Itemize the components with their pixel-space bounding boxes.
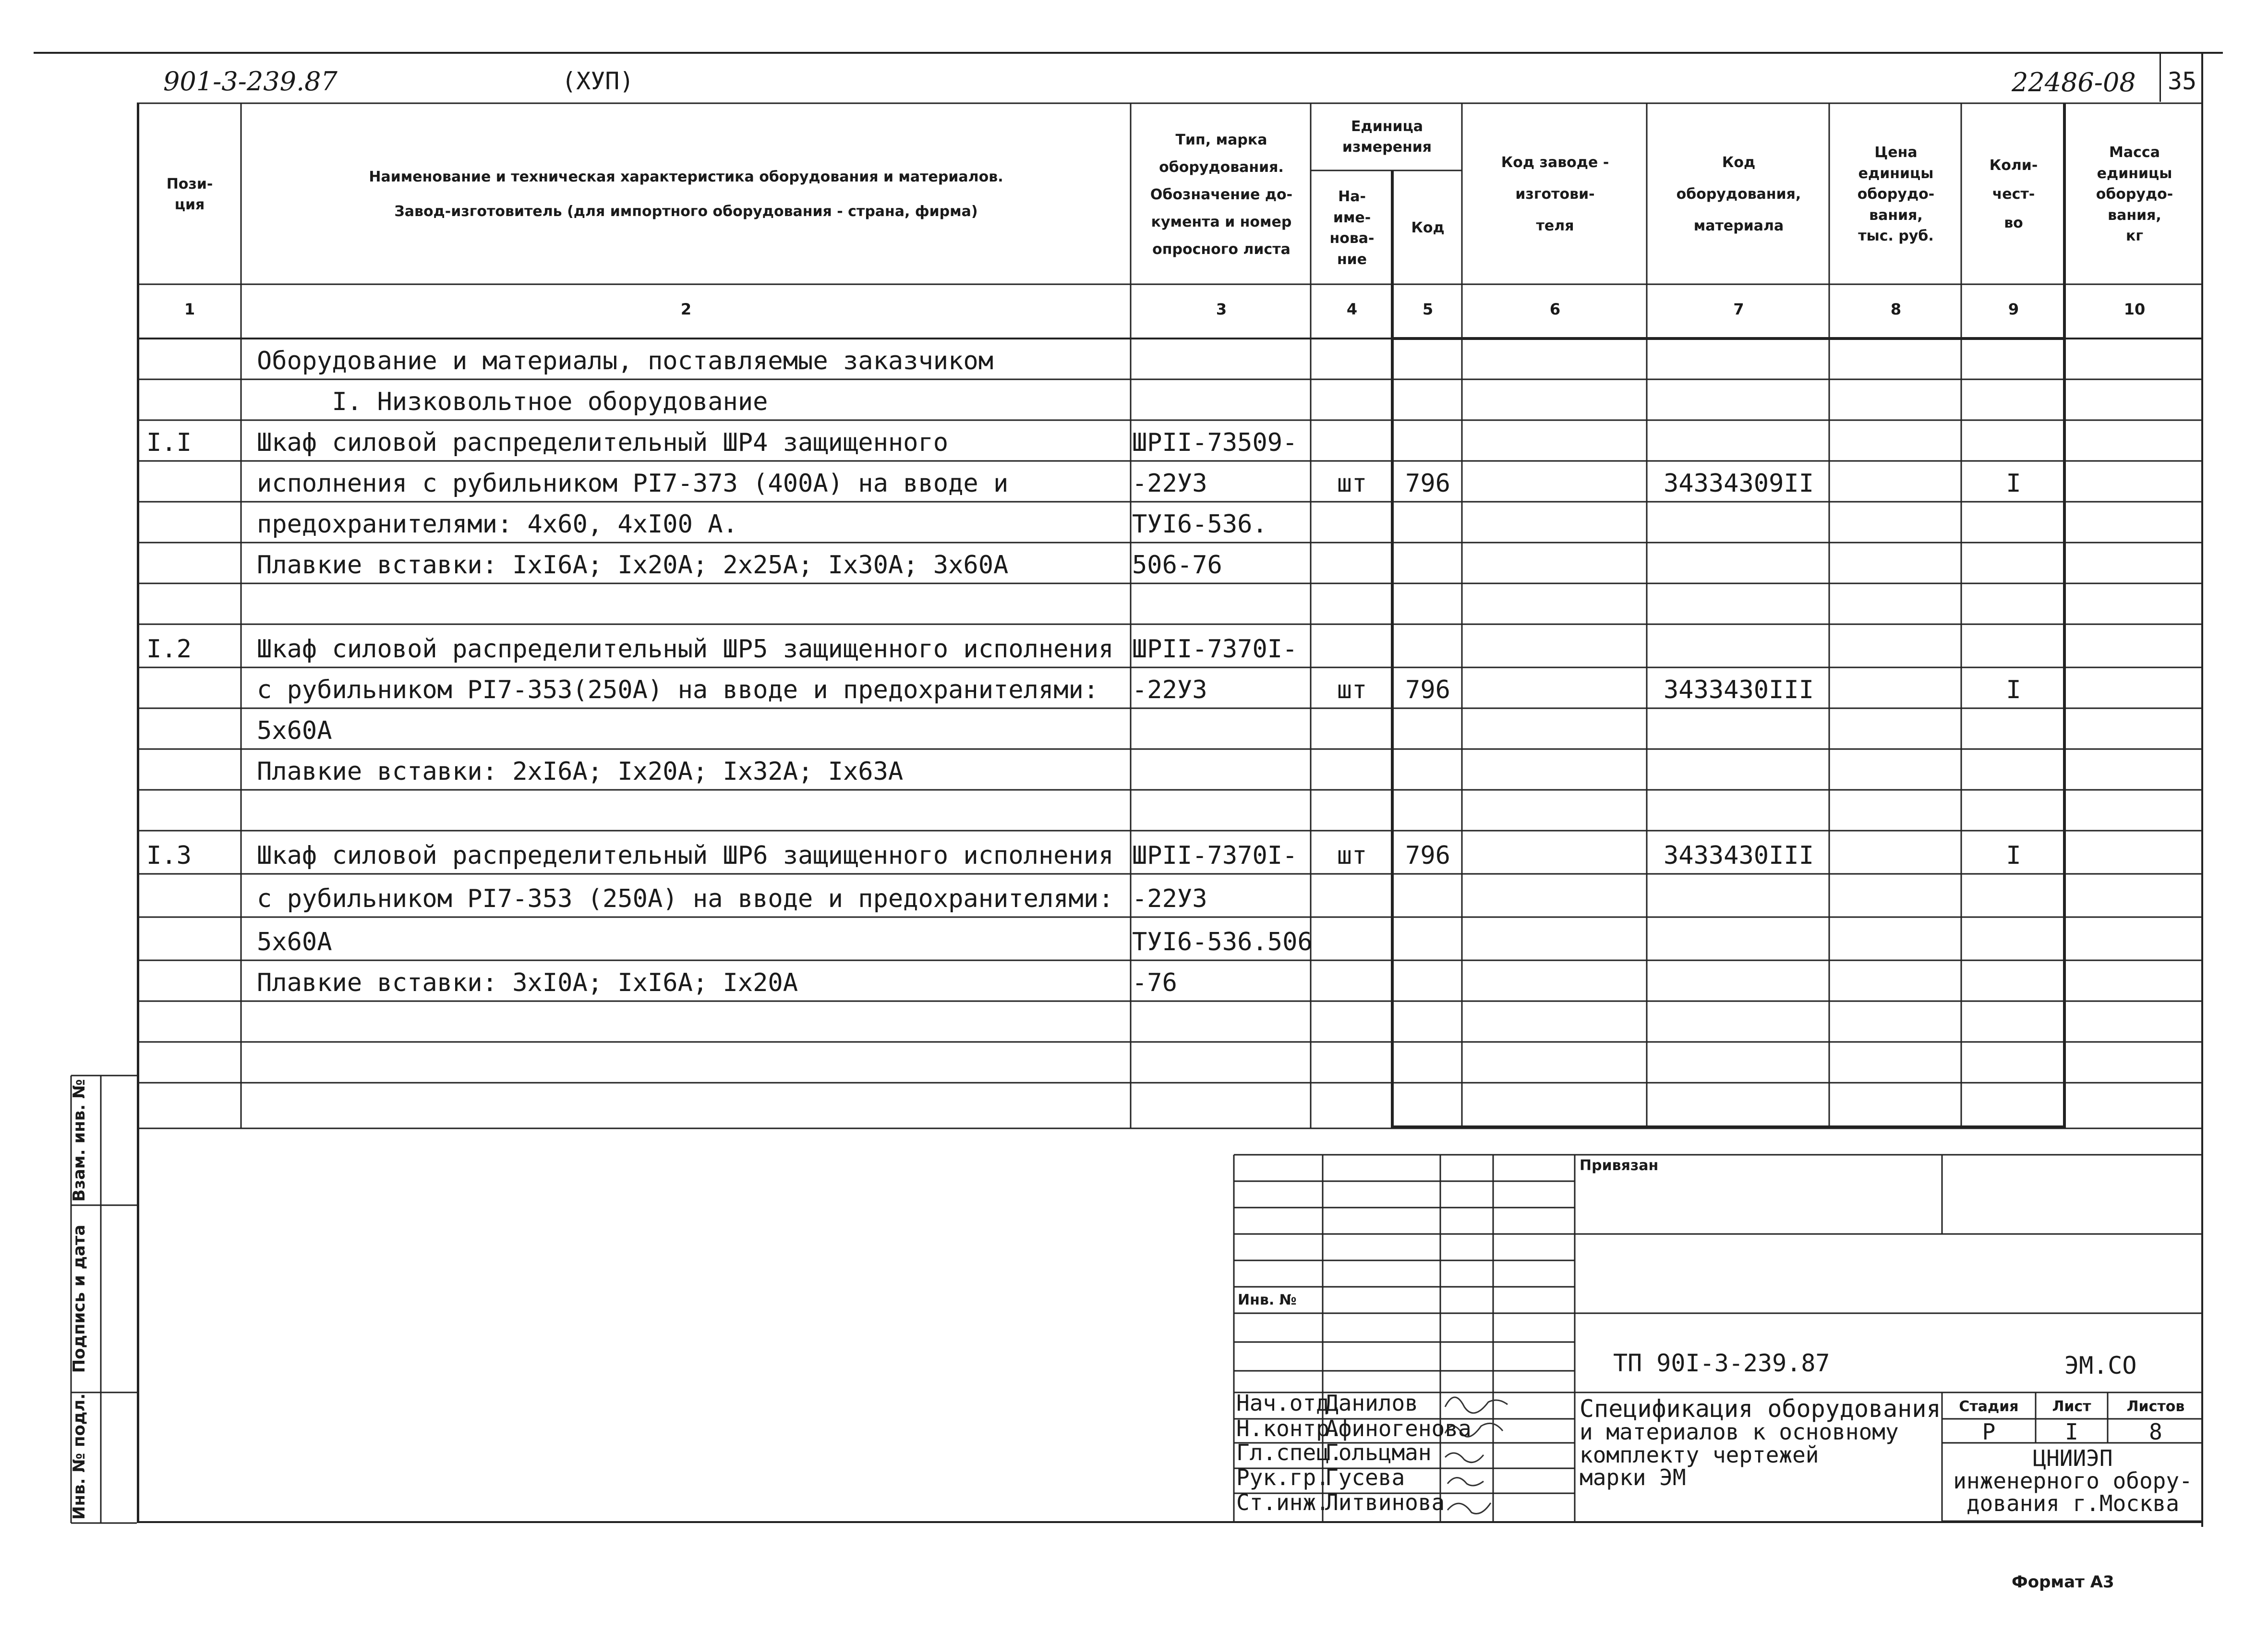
row-16-type: -76 (1132, 968, 1177, 997)
tb-desc-1: Спецификация оборудования (1580, 1395, 1941, 1423)
staff-role-4: Рук.гр. (1236, 1464, 1329, 1490)
row-4-equip: 34334309II (1663, 469, 1814, 498)
staff-name-4: Гусева (1325, 1464, 1405, 1490)
tb-sheet-label: Лист (2052, 1398, 2091, 1415)
row-5-name: предохранителями: 4х60, 4хI00 А. (257, 510, 738, 539)
row-11-name: Плавкие вставки: 2хI6А; Iх20А; Iх32А; Iх63А (257, 757, 904, 786)
row-13-qty: I (2006, 841, 2021, 870)
staff-name-2: Афиногенова (1325, 1415, 1472, 1441)
row-6-name: Плавкие вставки: IхI6А; Iх20А; 2х25А; Iх30А; 3х60А (257, 551, 1009, 580)
tb-desc-3: комплекту чертежей (1580, 1442, 1819, 1468)
header-mass: Масса единицы оборудо- вания, кг (2096, 144, 2173, 245)
header-type: Тип, марка оборудования. Обозначение до- кумента и номер опросного листа (1150, 131, 1293, 258)
row-3-name: Шкаф силовой распределительный ШР4 защищенного (257, 428, 949, 457)
row-9-qty: I (2006, 676, 2021, 704)
tb-sheet: I (2065, 1419, 2078, 1445)
row-13-code: 796 (1405, 841, 1450, 870)
row-14-type: -22У3 (1132, 884, 1207, 913)
sheet-number: 35 (2168, 67, 2197, 95)
doc-code: 901-3-239.87 (163, 66, 338, 97)
row-5-type: ТУI6-536. (1132, 510, 1267, 539)
row-4-name: исполнения с рубильником РI7-373 (400А) на вводе и (257, 469, 1009, 498)
colnum-5: 5 (1422, 300, 1434, 318)
header-name: Наименование и техническая характеристика оборудования и материалов. Завод-изготовитель (для импортного оборудования - страна, фирма) (369, 169, 1003, 220)
colnum-10: 10 (2123, 300, 2146, 318)
row-9-type: -22У3 (1132, 676, 1207, 704)
colnum-3: 3 (1216, 300, 1227, 318)
colnum-8: 8 (1890, 300, 1902, 318)
inv-code: 22486-08 (2012, 67, 2136, 97)
tb-stage: Р (1982, 1419, 1996, 1445)
header-unit-name: На- име- нова- ние (1329, 188, 1375, 268)
tb-mark: ЭМ.СО (2064, 1352, 2137, 1379)
tb-stage-label: Стадия (1959, 1398, 2019, 1415)
row-9-code: 796 (1405, 676, 1450, 704)
staff-role-5: Ст.инж. (1236, 1489, 1329, 1515)
row-15-type: ТУI6-536.506 (1132, 928, 1313, 956)
tb-inv-no: Инв. № (1238, 1292, 1297, 1308)
tb-sheets: 8 (2149, 1419, 2162, 1445)
tb-privyazan: Привязан (1580, 1157, 1659, 1174)
row-9-equip: 3433430III (1663, 676, 1814, 704)
header-qty: Коли- чест- во (1989, 157, 2038, 231)
row-3-type: ШРII-73509- (1132, 428, 1298, 457)
colnum-6: 6 (1549, 300, 1561, 318)
format-label: Формат А3 (2012, 1572, 2114, 1592)
tb-desc-2: и материалов к основному (1580, 1419, 1899, 1445)
row-1-name: Оборудование и материалы, поставляемые заказчиком (257, 347, 994, 375)
header-equip-code: Код оборудования, материала (1676, 154, 1801, 234)
colnum-2: 2 (680, 300, 692, 318)
row-10-name: 5х60А (257, 716, 332, 745)
colnum-1: 1 (184, 300, 195, 318)
tb-org-2: инженерного обору- (1953, 1468, 2193, 1494)
header-unit-code: Код (1411, 219, 1445, 237)
colnum-9: 9 (2008, 300, 2019, 318)
colnum-7: 7 (1733, 300, 1744, 318)
staff-name-1: Данилов (1325, 1390, 1418, 1416)
tb-doc: ТП 90I-3-239.87 (1613, 1349, 1830, 1377)
row-15-name: 5х60А (257, 928, 332, 956)
row-4-type: -22У3 (1132, 469, 1207, 498)
header-unit: Единица измерения (1342, 118, 1432, 156)
row-13-pos: I.3 (146, 841, 192, 870)
row-13-equip: 3433430III (1663, 841, 1814, 870)
side-vzam: Взам. инв. № (70, 1079, 89, 1202)
row-4-code: 796 (1405, 469, 1450, 498)
section-code: (XУП) (562, 67, 634, 95)
staff-role-3: Гл.спец. (1236, 1439, 1343, 1465)
header-price: Цена единицы оборудо- вания, тыс. руб. (1857, 144, 1935, 245)
row-4-unit: шт (1337, 469, 1367, 498)
row-2-name: I. Низковольтное оборудование (257, 387, 768, 416)
row-9-unit: шт (1337, 676, 1367, 704)
row-8-type: ШРII-7370I- (1132, 635, 1298, 664)
tb-desc-4: марки ЭМ (1580, 1464, 1686, 1490)
side-inv-podl: Инв. № подл. (70, 1393, 89, 1520)
row-6-type: 506-76 (1132, 551, 1222, 580)
row-16-name: Плавкие вставки: 3хI0А; IхI6А; Iх20А (257, 968, 798, 997)
row-8-name: Шкаф силовой распределительный ШР5 защищенного исполнения (257, 635, 1114, 664)
row-9-name: с рубильником РI7-353(250А) на вводе и предохранителями: (257, 676, 1099, 704)
tb-org-3: дования г.Москва (1966, 1490, 2180, 1516)
tb-org-1: ЦНИИЭП (2033, 1445, 2113, 1471)
staff-name-3: Гольцман (1325, 1439, 1432, 1465)
signatures-icon (1445, 1397, 1508, 1514)
row-13-type: ШРII-7370I- (1132, 841, 1298, 870)
header-pos: Пози- ция (166, 175, 213, 213)
staff-role-2: Н.контр. (1236, 1415, 1343, 1441)
row-13-unit: шт (1337, 841, 1367, 870)
colnum-4: 4 (1346, 300, 1358, 318)
tb-sheets-label: Листов (2126, 1398, 2185, 1415)
row-13-name: Шкаф силовой распределительный ШР6 защищенного исполнения (257, 841, 1114, 870)
staff-name-5: Литвинова (1325, 1489, 1445, 1515)
staff-role-1: Нач.отд. (1236, 1390, 1343, 1416)
row-4-qty: I (2006, 469, 2021, 498)
side-podpis: Подпись и дата (70, 1224, 89, 1373)
row-3-pos: I.I (146, 428, 192, 457)
row-8-pos: I.2 (146, 635, 192, 664)
row-14-name: с рубильником РI7-353 (250А) на вводе и предохранителями: (257, 884, 1114, 913)
header-factory-code: Код заводе - изготови- теля (1501, 154, 1609, 234)
